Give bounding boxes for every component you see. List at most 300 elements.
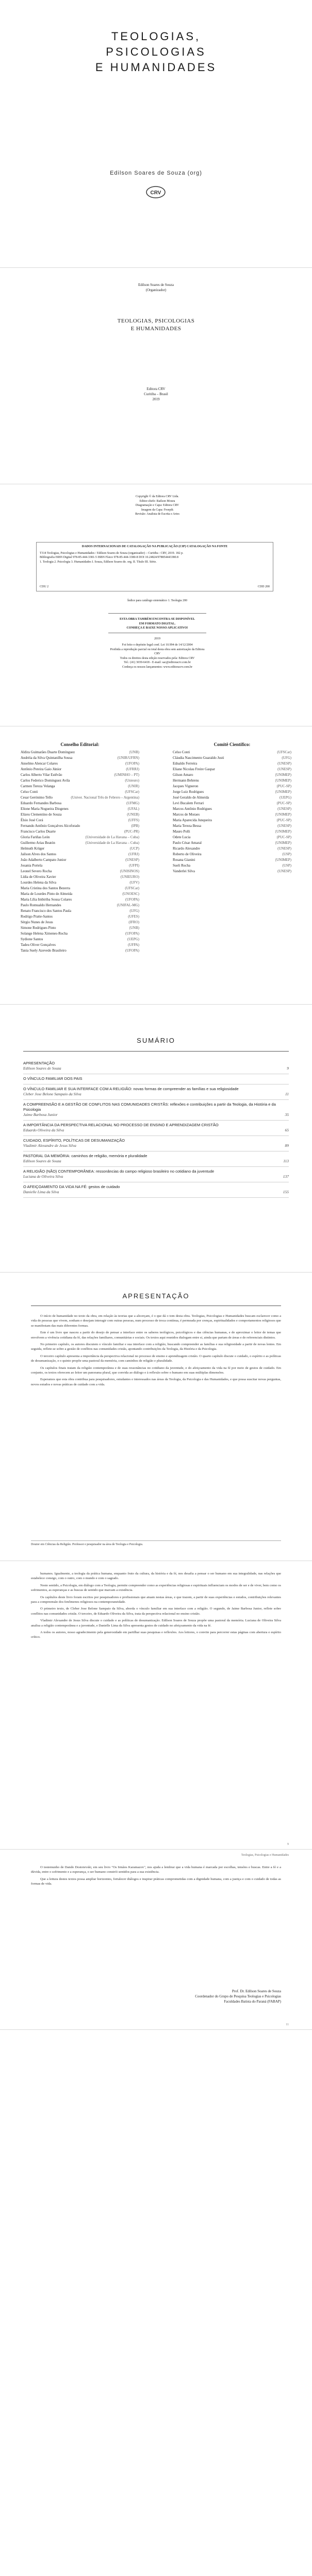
- member-name: Maria Cristina dos Santos Bezerra: [21, 886, 71, 890]
- toc-entry[interactable]: [23, 1167, 289, 1182]
- credit-line: Editor-chefe: Railson Moura: [139, 499, 175, 503]
- half-title-line: E HUMANIDADES: [130, 326, 182, 332]
- member-name: Simone Rodrigues Pinto: [21, 926, 56, 930]
- council-member: [21, 914, 139, 920]
- member-name: Sérgio Nunes de Jesus: [21, 920, 53, 924]
- council-member: [173, 801, 291, 806]
- council-member: [21, 891, 139, 897]
- toc-entry-author: Jaime Barbosa Junior: [23, 1112, 58, 1117]
- toc-entry-title: APRESENTAÇÃO: [23, 1061, 55, 1065]
- member-institution: (UFV): [129, 880, 139, 885]
- member-name: Andréia da Silva Quintanilha Sousa: [21, 756, 73, 760]
- summary-title: SUMÁRIO: [137, 1037, 175, 1044]
- member-name: Cesar Gerónimo Tello: [21, 795, 53, 800]
- council-member: [173, 818, 291, 823]
- copyright-year: 2019: [154, 637, 160, 640]
- council-member: [21, 750, 139, 755]
- member-name: Mauro Polli: [173, 829, 190, 834]
- council-member: [21, 874, 139, 880]
- member-institution: (UNIMEP): [275, 773, 291, 777]
- council-member: [21, 840, 139, 846]
- toc-entry[interactable]: [23, 1136, 289, 1151]
- member-name: Marcos de Moraes: [173, 812, 200, 817]
- member-name: Sueli Rocha: [173, 863, 191, 868]
- member-institution: (PUC-SP): [276, 801, 291, 805]
- member-institution: (UNESP): [277, 824, 291, 828]
- council-member: [173, 812, 291, 818]
- council-member: [21, 835, 139, 840]
- toc-entry-page: 65: [285, 1128, 289, 1132]
- cip-index: Índice para catálogo sistemático 1. Teologia 200: [127, 599, 187, 602]
- member-name: Hermann Behrens: [173, 778, 199, 783]
- paragraph: No primeiro capítulo, os autores discutem o vínculo familiar e sua interface com a religião, buscando compreender as famílias e sua religiosidade a partir de novas lentes. Em seguida, reflete-se sobre a gestão de conflitos nas comunidades cristãs, apontando contribuições da Teologia, da História e da Psicologia.: [31, 1343, 281, 1351]
- council-member: [173, 795, 291, 801]
- member-name: Eliane Nicolau Freire Gaspar: [173, 767, 215, 771]
- editorial-council: [21, 742, 139, 954]
- member-name: Maria Aparecida Junqueira: [173, 818, 212, 822]
- final-page: [0, 1850, 312, 2030]
- member-name: Jorge Luiz Rodrigues: [173, 790, 204, 794]
- member-name: Rodrigo Pratte-Santos: [21, 914, 53, 919]
- rights-line: Conheça os nossos lançamentos: www.editoracrv.com.br: [122, 665, 193, 669]
- toc-entry-title: A RELIGIÃO (NÃO) CONTEMPORÂNEA: ressonâncias do campo religioso brasileiro no cotidiano da juventude: [23, 1169, 215, 1174]
- member-institution: (UFG): [282, 756, 291, 760]
- book-title-line: TEOLOGIAS,: [111, 30, 201, 43]
- member-name: Maria de Lourdes Pinto de Almeida: [21, 892, 73, 896]
- council-member: [21, 948, 139, 954]
- member-institution: (Universidade de La Havana – Cuba): [85, 835, 139, 839]
- council-member: [173, 789, 291, 795]
- council-member: [21, 863, 139, 869]
- member-name: Antônio Pereira Gaio Júnior: [21, 767, 62, 771]
- copyright-credits: [108, 495, 206, 517]
- organizer-name: Edilson Soares de Souza: [138, 283, 174, 287]
- council-member: [173, 846, 291, 852]
- member-name: Aldira Guimarães Duarte Domínguez: [21, 750, 75, 754]
- member-name: Ricardo Alexandre: [173, 846, 200, 851]
- council-member: [173, 806, 291, 812]
- member-name: Josania Portela: [21, 863, 43, 868]
- member-institution: (UNIEURO): [120, 875, 139, 879]
- toc-entry-author: Vladimir Alexandre de Jesus Silva: [23, 1143, 76, 1148]
- scientific-committee-list: [173, 750, 291, 874]
- toc-entry-author: Edilson Soares de Souza: [23, 1066, 61, 1071]
- cip-bibliography: Bibliografia ISBN Digital 978-85-444-3381-5 ISBN Físico 978-85-444-3380-8 DOI 10.24824/978854443380.8: [40, 556, 178, 559]
- toc-entry-title: O AFEIÇOAMENTO DA VIDA NA FÉ: gestos de cuidado: [23, 1184, 120, 1189]
- publisher-name: Editora CRV: [146, 387, 166, 391]
- member-name: José Geraldo de Almeida: [173, 795, 209, 800]
- continuation-page: [0, 1561, 312, 1850]
- member-institution: (UFPA): [128, 943, 139, 947]
- digital-notice-line: ESTA OBRA TAMBÉM ENCONTRA-SE DISPONÍVEL: [119, 618, 195, 621]
- toc-entry-title: CUIDADO, ESPÍRITO, POLÍTICAS DE DESUMANIZAÇÃO: [23, 1138, 125, 1143]
- council-member: [21, 829, 139, 835]
- member-institution: (UNIMEP): [275, 858, 291, 862]
- paragraph: Esperamos que esta obra contribua para pesquisadores, estudantes e interessados nas áreas da Teologia, da Psicologia e das Humanidades, e que possa suscitar novas perguntas, novos estudos e novas práticas de cuidado com a vida.: [31, 1378, 281, 1386]
- council-member: [173, 852, 291, 857]
- toc-entry-title: A IMPORTÂNCIA DA PERSPECTIVA RELACIONAL NO PROCESSO DE ENSINO E APRENDIZAGEM CRISTÃO: [23, 1123, 219, 1127]
- member-institution: (UNESP): [277, 767, 291, 771]
- copyright-page: [0, 484, 312, 726]
- toc-entry[interactable]: [23, 1121, 289, 1136]
- member-name: Vanderlei Silva: [173, 869, 195, 873]
- cip-heading: DADOS INTERNACIONAIS DE CATALOGAÇÃO NA PUBLICAÇÃO (CIP) CATALOGAÇÃO NA FONTE: [81, 545, 228, 548]
- member-institution: (PUC-PR): [124, 829, 139, 834]
- council-member: [173, 863, 291, 869]
- member-institution: (PUC-SP): [276, 784, 291, 788]
- member-name: Carlos Federico Dominguez Avila: [21, 778, 70, 783]
- member-institution: (UNESP): [277, 846, 291, 851]
- toc-entry[interactable]: [23, 1182, 289, 1198]
- member-institution: (UNESP): [277, 761, 291, 766]
- member-name: Carlos Alberto Vilar Estêvão: [21, 773, 62, 777]
- council-member: [21, 920, 139, 925]
- council-member: [21, 755, 139, 761]
- council-member: [21, 823, 139, 829]
- council-member: [21, 886, 139, 891]
- member-name: Paulo César Amaral: [173, 841, 202, 845]
- toc-entry-meta: [23, 1092, 289, 1097]
- paragraph: O primeiro texto, de Cleber Jose Belone Sampaio da Silva, aborda o vínculo familiar em sua interface com a religião. O segundo, de Jaime Barbosa Junior, reflete sobre conflitos nas comunidades cristãs. O terceiro, de Eduardo Oliveira da Silva, trata da perspectiva relacional no ensino cristão.: [31, 1607, 281, 1616]
- toc-entry[interactable]: [23, 1059, 289, 1074]
- publisher-logo-icon: [145, 185, 166, 199]
- council-member: [21, 869, 139, 874]
- councils-page: [0, 726, 312, 1005]
- member-name: Jacques Vigneron: [173, 784, 199, 788]
- member-name: Ednaldo Ferreira: [173, 761, 198, 766]
- member-name: Roberto de Oliveira: [173, 852, 202, 856]
- credit-line: Diagramação e Capa: Editora CRV: [135, 504, 179, 507]
- member-name: Lourdes Helena da Silva: [21, 880, 57, 885]
- member-institution: (UEPG): [127, 937, 139, 941]
- council-member: [21, 846, 139, 852]
- final-text: [31, 1865, 281, 1889]
- toc-entry-meta: [23, 1143, 289, 1148]
- council-member: [21, 903, 139, 908]
- toc-entry-page: 9: [287, 1066, 289, 1071]
- rights-line: Todos os direitos desta edição reservados pela: Editora CRV: [120, 656, 195, 660]
- member-name: Eduardo Fernandes Barbosa: [21, 801, 61, 805]
- paragraph: Vladimir Alexandre de Jesus Silva discute o cuidado e as políticas de desumanização. Edilson Soares de Souza propõe uma pastoral da memória. Luciana de Oliveira Silva analisa a religião contemporânea e a juventude, e Danielle Lima da Silva apresenta gestos de cuidado no afeiçoamento da vida na fé.: [31, 1619, 281, 1628]
- member-name: Fernando Antônio Gonçalves Alcoforado: [21, 824, 80, 828]
- paragraph: Os capítulos finais tratam da religião contemporânea e de suas ressonâncias no cotidiano da juventude, e do afeiçoamento da vida na fé por meio de gestos de cuidado. Em conjunto, os textos oferecem ao leitor um panorama plural, que convida ao diálogo e à reflexão sobre o humano em suas múltiplas dimensões.: [31, 1366, 281, 1375]
- toc-entry-author: Eduardo Oliveira da Silva: [23, 1128, 64, 1132]
- member-institution: (UFSCar): [277, 750, 291, 754]
- member-name: Celso Conti: [173, 750, 190, 754]
- member-institution: (UMINHO – PT): [114, 773, 139, 777]
- paragraph: Neste sentido, a Psicologia, em diálogo com a Teologia, permite compreender como as experiências religiosas e espirituais influenciam os modos de ser e de viver, bem como os sofrimentos, as esperanças e as buscas de sentido que marcam a existência.: [31, 1583, 281, 1592]
- member-institution: (Universidade de La Havana – Cuba): [85, 841, 139, 845]
- table-of-contents: [23, 1059, 289, 1198]
- toc-entry-title: PASTORAL DA MEMÓRIA: caminhos de religião, memória e pluralidade: [23, 1154, 147, 1158]
- council-member: [21, 937, 139, 942]
- cover-editor: Edilson Soares de Souza (org): [110, 170, 202, 176]
- footnote: Doutor em Ciências da Religião. Professor e pesquisador na área de Teologia e Psicologia.: [31, 1540, 281, 1547]
- member-name: Anselmo Alencar Colares: [21, 761, 58, 766]
- signature-institution: Faculdades Batista do Paraná (FABAP): [224, 1999, 281, 2004]
- member-institution: (PUC-SP): [276, 835, 291, 839]
- member-name: Solange Helena Ximenes-Rocha: [21, 931, 68, 936]
- cip-record: [36, 542, 273, 591]
- council-member: [21, 784, 139, 789]
- member-name: João Adalberto Campato Junior: [21, 858, 67, 862]
- presentation-title: APRESENTAÇÃO: [122, 1292, 190, 1300]
- council-member: [21, 818, 139, 823]
- paragraph: O testemunho de Dando Dostoievski, em seu livro "Os Irmãos Karamazov", nos ajuda a lembrar que a vida humana é marcada por escolhas, tensões e buscas. Entre a fé e a dúvida, entre o sofrimento e a esperança, o ser humano constrói sentidos para a sua existência.: [31, 1866, 281, 1874]
- half-title-page: [0, 268, 312, 484]
- publisher-city: Curitiba – Brasil: [144, 392, 168, 396]
- member-institution: (UNIFAL-MG): [117, 903, 139, 907]
- council-member: [173, 835, 291, 840]
- member-institution: (USP): [282, 852, 291, 856]
- toc-entry-meta: [23, 1066, 289, 1071]
- member-institution: (UNIMEP): [275, 812, 291, 817]
- member-name: Sydione Santos: [21, 937, 43, 941]
- member-institution: (UNESP): [125, 858, 139, 862]
- organizer-block: [0, 282, 312, 293]
- publication-year: 2019: [152, 397, 160, 401]
- member-name: Elizeu Clementino de Souza: [21, 812, 62, 817]
- paragraph: Os capítulos deste livro foram escritos por pesquisadores e profissionais que atuam nestas áreas, e que trazem, a partir de suas experiências e estudos, contribuições relevantes para a compreensão dos fenômenos religiosos na contemporaneidade.: [31, 1595, 281, 1604]
- toc-entry-meta: [23, 1190, 289, 1195]
- paragraph: Que a leitura destes textos possa ampliar horizontes, fortalecer diálogos e inspirar práticas comprometidas com a dignidade humana, com a justiça e com o cuidado de todas as formas de vida.: [31, 1877, 281, 1886]
- organizer-role: (Organizador): [145, 288, 167, 292]
- member-institution: (IFRO): [128, 920, 139, 924]
- member-name: Helmuth Krüger: [21, 846, 45, 851]
- member-name: Tadeu Oliver Gonçalves: [21, 943, 56, 947]
- member-name: Élsio José Corá: [21, 818, 43, 822]
- council-member: [173, 823, 291, 829]
- council-member: [21, 857, 139, 863]
- council-member: [173, 840, 291, 846]
- member-name: Celso Conti: [21, 790, 38, 794]
- paragraph: humanos. Igualmente, a teologia da prática humana, enquanto fruto da cultura, da história e da fé, nos desafia a pensar o ser humano em sua integralidade, nas relações que estabelece consigo, com o outro, com o mundo e com o sagrado.: [31, 1572, 281, 1581]
- paragraph: O início de humanidade no texto da obra, em relação às teorias que a alicerçam, é o que dá o tom desta obra. Teologias, Psicologias e Humanidades buscam esclarecer como a vida de pessoas que vivem, sonham e desejam interagir com outras pessoas, num processo de troca contínua, é permeada por crenças, espiritualidades e comportamentos religiosos que se manifestam das mais diferentes formas.: [31, 1314, 281, 1328]
- council-member: [21, 942, 139, 948]
- credit-line: Revisão: Analista de Escrita e Artes: [135, 513, 179, 516]
- half-title-line: TEOLOGIAS, PSICOLOGIAS: [117, 318, 195, 324]
- toc-entry-author: Luciana de Oliveira Silva: [23, 1174, 63, 1179]
- digital-notice-line: CONHEÇA E BAIXE NOSSO APLICATIVO!: [126, 626, 188, 630]
- member-name: Renato Francisco dos Santos Paula: [21, 909, 71, 913]
- member-institution: (UFRRJ): [126, 767, 139, 771]
- publisher-logo-text: CRV: [150, 190, 161, 196]
- toc-entry-title: O VÍNCULO FAMILIAR DOS PAIS: [23, 1076, 83, 1081]
- member-institution: (UFSCar): [125, 886, 139, 890]
- member-name: Leonel Severo Rocha: [21, 869, 52, 873]
- cover-page: [0, 0, 312, 268]
- council-member: [21, 761, 139, 767]
- credit-line: Imagem da Capa: Freepik: [141, 508, 174, 512]
- member-institution: (IPB): [131, 824, 139, 828]
- toc-entry[interactable]: [23, 1084, 289, 1100]
- presentation-text: [31, 1314, 281, 1389]
- member-institution: (UNESP): [277, 869, 291, 873]
- member-institution: (UNIR/UFRN): [117, 756, 139, 760]
- toc-entry[interactable]: [23, 1100, 289, 1121]
- toc-entry-author: Danielle Lima da Silva: [23, 1190, 59, 1194]
- council-member: [21, 852, 139, 857]
- signature-role: Coordenador do Grupo de Pesquisa Teologias e Psicologias: [195, 1994, 281, 1998]
- member-institution: (UCP): [129, 846, 139, 851]
- half-title: [0, 317, 312, 333]
- toc-entry-meta: [23, 1128, 289, 1133]
- member-institution: (UNIMEP): [275, 829, 291, 834]
- divider: [108, 613, 206, 614]
- council-member: [173, 772, 291, 778]
- member-institution: (UFAL): [127, 807, 139, 811]
- paragraph: A todos os autores, nosso agradecimento pela generosidade em partilhar suas pesquisas e reflexões. Aos leitores, o convite para percorrer estas páginas com abertura e espírito crítico.: [31, 1631, 281, 1639]
- digital-notice: [108, 617, 206, 631]
- divider: [23, 1051, 289, 1052]
- council-member: [21, 789, 139, 795]
- member-name: Odete Lucia: [173, 835, 191, 839]
- book-title: [0, 29, 312, 75]
- member-name: Guillermo Arias Beatón: [21, 841, 55, 845]
- member-institution: (UNOESC): [122, 892, 139, 896]
- council-member: [21, 897, 139, 903]
- toc-entry-page: 89: [285, 1143, 289, 1148]
- council-member: [21, 925, 139, 931]
- credit-line: Copyright © da Editora CRV Ltda.: [136, 495, 179, 498]
- signature-block: [195, 1989, 281, 2004]
- council-member: [173, 761, 291, 767]
- council-member: [21, 931, 139, 937]
- toc-entry-title: O VÍNCULO FAMILIAR E SUA INTERFACE COM A RELIGIÃO: novas formas de compreender as famílias e sua religiosidade: [23, 1087, 239, 1091]
- council-member: [173, 755, 291, 761]
- member-name: Lídia de Oliveira Xavier: [21, 875, 56, 879]
- cip-cdd: CDD 200: [257, 585, 270, 588]
- member-institution: (UFSCar): [125, 790, 139, 794]
- member-institution: (UNESP): [277, 807, 291, 811]
- toc-entry[interactable]: [23, 1151, 289, 1167]
- paragraph: Este é um livro que nasceu a partir do desejo de pensar a interface entre os saberes teológicos, psicológicos e das ciências humanas, e de aproximar o leitor de temas que envolvem a vivência cotidiana da fé, das relações familiares, comunitárias e sociais. Os textos aqui reunidos dialogam entre si, ainda que partam de áreas e de referenciais distintos.: [31, 1331, 281, 1340]
- toc-entry-title: A COMPREENSÃO E A GESTÃO DE CONFLITOS NAS COMUNIDADES CRISTÃS: reflexões e contribuições a partir da Teologia, da História e da Psicologia: [23, 1102, 276, 1112]
- council-member: [21, 908, 139, 914]
- toc-entry-author: Cleber Jose Belone Sampaio da Silva: [23, 1092, 81, 1096]
- member-name: Tania Suely Azevedo Brasileiro: [21, 948, 67, 953]
- presentation-page: [0, 1273, 312, 1561]
- member-name: Francisco Carlos Duarte: [21, 829, 56, 834]
- member-institution: (UNISINOS): [120, 869, 139, 873]
- summary-page: [0, 1005, 312, 1273]
- member-name: Rosana Gianini: [173, 858, 195, 862]
- member-institution: (UEPG): [280, 795, 291, 800]
- member-institution: (UFOPA): [125, 948, 139, 953]
- toc-entry-meta: [23, 1174, 289, 1179]
- signature-name: Prof. Dr. Edilson Soares de Souza: [232, 1989, 281, 1993]
- editorial-council-title: Conselho Editorial:: [60, 742, 100, 747]
- member-institution: (Univer. Nacional Três de Febrero – Argentina): [71, 795, 139, 800]
- member-institution: (UFG): [129, 909, 139, 913]
- toc-entry-page: 155: [283, 1190, 289, 1194]
- member-institution: (Unieuro): [125, 778, 139, 783]
- council-member: [173, 784, 291, 789]
- toc-entry-page: 11: [285, 1092, 289, 1096]
- council-member: [173, 857, 291, 863]
- member-institution: (UFMG): [126, 801, 139, 805]
- toc-entry-meta: [23, 1159, 289, 1164]
- member-name: Marcos Antônio Rodrigues: [173, 807, 212, 811]
- running-header: Teologias, Psicologias e Humanidades: [241, 1854, 289, 1857]
- scientific-committee-title: Comitê Científico:: [214, 742, 251, 747]
- editorial-council-list: [21, 750, 139, 954]
- digital-notice-line: EM FORMATO DIGITAL.: [139, 622, 176, 625]
- member-institution: (UNB): [129, 926, 139, 930]
- book-title-line: E HUMANIDADES: [95, 61, 217, 74]
- council-member: [173, 767, 291, 772]
- council-member: [173, 778, 291, 784]
- member-institution: (UNEB): [127, 812, 139, 817]
- publisher-block: [0, 386, 312, 402]
- toc-entry[interactable]: [23, 1074, 289, 1084]
- toc-entry-page: 113: [283, 1159, 289, 1163]
- member-institution: (UFOPA): [125, 931, 139, 936]
- scientific-committee: [173, 742, 291, 874]
- toc-entry-page: 137: [283, 1174, 289, 1179]
- member-institution: (UFPI): [129, 863, 139, 868]
- toc-entry-meta: [23, 1112, 289, 1117]
- member-institution: (UNIMEP): [275, 841, 291, 845]
- member-institution: (UFFS): [128, 818, 139, 822]
- member-institution: (UFOPA): [125, 761, 139, 766]
- page-number: 11: [286, 2023, 289, 2026]
- member-institution: (USP): [282, 863, 291, 868]
- council-member: [21, 812, 139, 818]
- member-name: Maria Tereza Bessa: [173, 824, 201, 828]
- member-name: Maria Lília Imbiriba Sousa Colares: [21, 897, 72, 902]
- council-member: [21, 801, 139, 806]
- cip-classification: [40, 585, 270, 589]
- member-name: Levi Bucalem Ferrari: [173, 801, 204, 805]
- cip-cdu: CDU 2: [40, 585, 49, 588]
- rights-block: [108, 643, 206, 669]
- rights-line: Tel.: (41) 3039-6418 - E-mail: sac@editoracrv.com.br: [124, 661, 191, 664]
- paragraph: O terceiro capítulo apresenta a importância da perspectiva relacional no processo de ensino e aprendizagem cristão. O quarto capítulo discute o cuidado, o espírito e as políticas de desumanização, e o quinto propõe uma pastoral da memória, com caminhos de religião e pluralidade.: [31, 1354, 281, 1363]
- rights-line: Foi feito o depósito legal conf. Lei 10.994 de 14/12/2004: [122, 643, 193, 647]
- book-title-line: PSICOLOGIAS: [106, 45, 206, 58]
- council-member: [173, 869, 291, 874]
- continuation-text: [31, 1571, 281, 1642]
- member-name: Cláudia Nascimento Guaraldo Justi: [173, 756, 224, 760]
- member-institution: (UNIMEP): [275, 790, 291, 794]
- member-name: Carmen Tereza Velanga: [21, 784, 55, 788]
- member-institution: (UNIMEP): [275, 778, 291, 783]
- council-member: [173, 829, 291, 835]
- rights-line: Proibida a reprodução parcial ou total desta obra sem autorização da Editora CRV: [110, 648, 205, 655]
- page-number: 9: [287, 1843, 289, 1846]
- cip-subjects: 1. Teologia 2. Psicologia 3. Humanidades I. Souza, Edilson Soares de. org. II. Título III. Série.: [40, 560, 157, 564]
- member-name: Paulo Romualdo Hernandes: [21, 903, 61, 907]
- council-member: [21, 772, 139, 778]
- council-member: [21, 806, 139, 812]
- member-institution: (UNIR): [128, 784, 139, 788]
- member-name: Gilson Amaro: [173, 773, 193, 777]
- toc-entry-author: Edilson Soares de Souza: [23, 1159, 61, 1163]
- cip-body: T314 Teologias, Psicologias e Humanidades / Edilson Soares de Souza (organizador) – Curitiba : CRV, 2019. 182 p.: [40, 551, 184, 555]
- member-institution: (UFOPA): [125, 897, 139, 902]
- member-institution: (PUC-SP): [276, 818, 291, 822]
- member-institution: (UFRJ): [128, 852, 139, 856]
- council-member: [21, 880, 139, 886]
- council-member: [21, 795, 139, 801]
- toc-entry-page: 35: [285, 1112, 289, 1117]
- member-name: Gloria Fariñas León: [21, 835, 50, 839]
- council-member: [21, 767, 139, 772]
- council-member: [21, 778, 139, 784]
- council-member: [173, 750, 291, 755]
- member-institution: (UFES): [128, 914, 139, 919]
